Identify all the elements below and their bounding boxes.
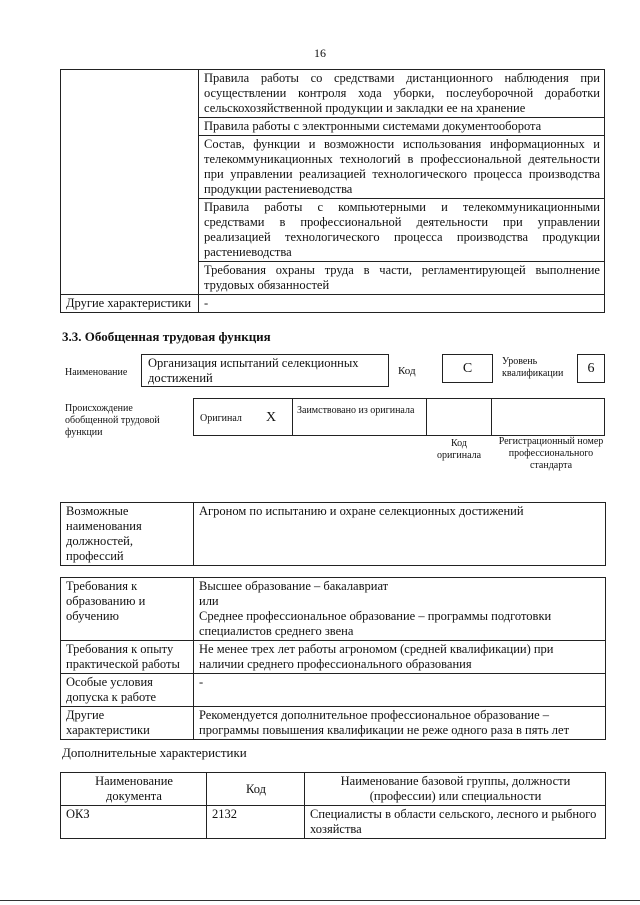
- requirement-value: [194, 578, 606, 641]
- requirement-line: Высшее образование – бакалавриат: [199, 579, 389, 593]
- requirement-label: Другие характеристики: [61, 707, 194, 740]
- table-header-row: [61, 773, 606, 806]
- borrowed-label: Заимствовано из оригинала: [297, 405, 415, 416]
- divider: [426, 398, 427, 436]
- other-characteristics-value: -: [199, 295, 605, 313]
- requirement-label: Требования к образованию и обучению: [61, 578, 194, 641]
- knowledge-item: Правила работы с компьютерными и телекоммуникационными средствами в профессиональной деятельности при управлении реализацией технологического процесса производства продукции растениеводства: [199, 199, 605, 262]
- level-label: Уровень квалификации: [502, 356, 564, 379]
- table-row: [61, 641, 606, 674]
- knowledge-table: [60, 69, 605, 313]
- table-cell: 2132: [207, 806, 305, 839]
- code-original-caption: Код оригинала: [436, 438, 482, 461]
- column-header: Наименование базовой группы, должности (профессии) или специальности: [305, 773, 606, 806]
- requirement-value: Не менее трех лет работы агрономом (средней квалификации) при наличии среднего профессионального образования: [194, 641, 606, 674]
- table-row: [61, 70, 605, 118]
- column-header: Наименование документа: [61, 773, 207, 806]
- requirement-label: Особые условия допуска к работе: [61, 674, 194, 707]
- name-label: Наименование: [65, 367, 128, 378]
- other-characteristics-label: Другие характеристики: [61, 295, 199, 313]
- table-row: [61, 295, 605, 313]
- positions-value: Агроном по испытанию и охране селекционных достижений: [194, 503, 606, 566]
- table-row: [61, 578, 606, 641]
- divider: [491, 398, 492, 436]
- divider: [292, 398, 293, 436]
- section-heading: 3.3. Обобщенная трудовая функция: [62, 329, 271, 344]
- requirements-table: [60, 577, 606, 740]
- positions-label: Возможные наименования должностей, профессий: [61, 503, 194, 566]
- knowledge-item: Правила работы со средствами дистанционного наблюдения при осуществлении контроля хода уборки, послеуборочной доработки сельскохозяйственной продукции и закладки ее на хранение: [199, 70, 605, 118]
- table-cell: Специалисты в области сельского, лесного и рыбного хозяйства: [305, 806, 606, 839]
- page-number: 16: [314, 46, 326, 60]
- level-box: 6: [577, 354, 605, 383]
- requirement-value: Рекомендуется дополнительное профессиональное образование – программы повышения квалификации не реже одного раза в пять лет: [194, 707, 606, 740]
- original-label: Оригинал: [200, 413, 242, 424]
- page-bottom-edge: [0, 900, 640, 901]
- knowledge-item: Состав, функции и возможности использования информационных и телекоммуникационных технологий в профессиональной деятельности при управлении реализацией технологического процесса производства продукции растениеводства: [199, 136, 605, 199]
- code-label: Код: [398, 365, 416, 377]
- original-mark: X: [266, 410, 277, 425]
- function-name-box: Организация испытаний селекционных достижений: [141, 354, 389, 387]
- table-row: [61, 707, 606, 740]
- requirement-label: Требования к опыту практической работы: [61, 641, 194, 674]
- table-row: [61, 503, 606, 566]
- registration-number-caption: Регистрационный номер профессионального стандарта: [498, 436, 604, 471]
- table-row: [61, 674, 606, 707]
- column-header: Код: [207, 773, 305, 806]
- knowledge-item: Требования охраны труда в части, регламентирующей выполнение трудовых обязанностей: [199, 262, 605, 295]
- additional-heading: Дополнительные характеристики: [62, 745, 247, 760]
- table-row: [61, 806, 606, 839]
- table-cell: ОКЗ: [61, 806, 207, 839]
- requirement-line: или: [199, 594, 219, 608]
- code-box: С: [442, 354, 493, 383]
- knowledge-item: Правила работы с электронными системами документооборота: [199, 118, 605, 136]
- positions-table: [60, 502, 606, 566]
- requirement-line: Среднее профессиональное образование – программы подготовки специалистов среднего звена: [199, 609, 552, 638]
- requirement-value: -: [194, 674, 606, 707]
- additional-table: [60, 772, 606, 839]
- empty-label-cell: [61, 70, 199, 295]
- origin-label: Происхождение обобщенной трудовой функции: [65, 403, 160, 438]
- origin-box: [193, 398, 605, 436]
